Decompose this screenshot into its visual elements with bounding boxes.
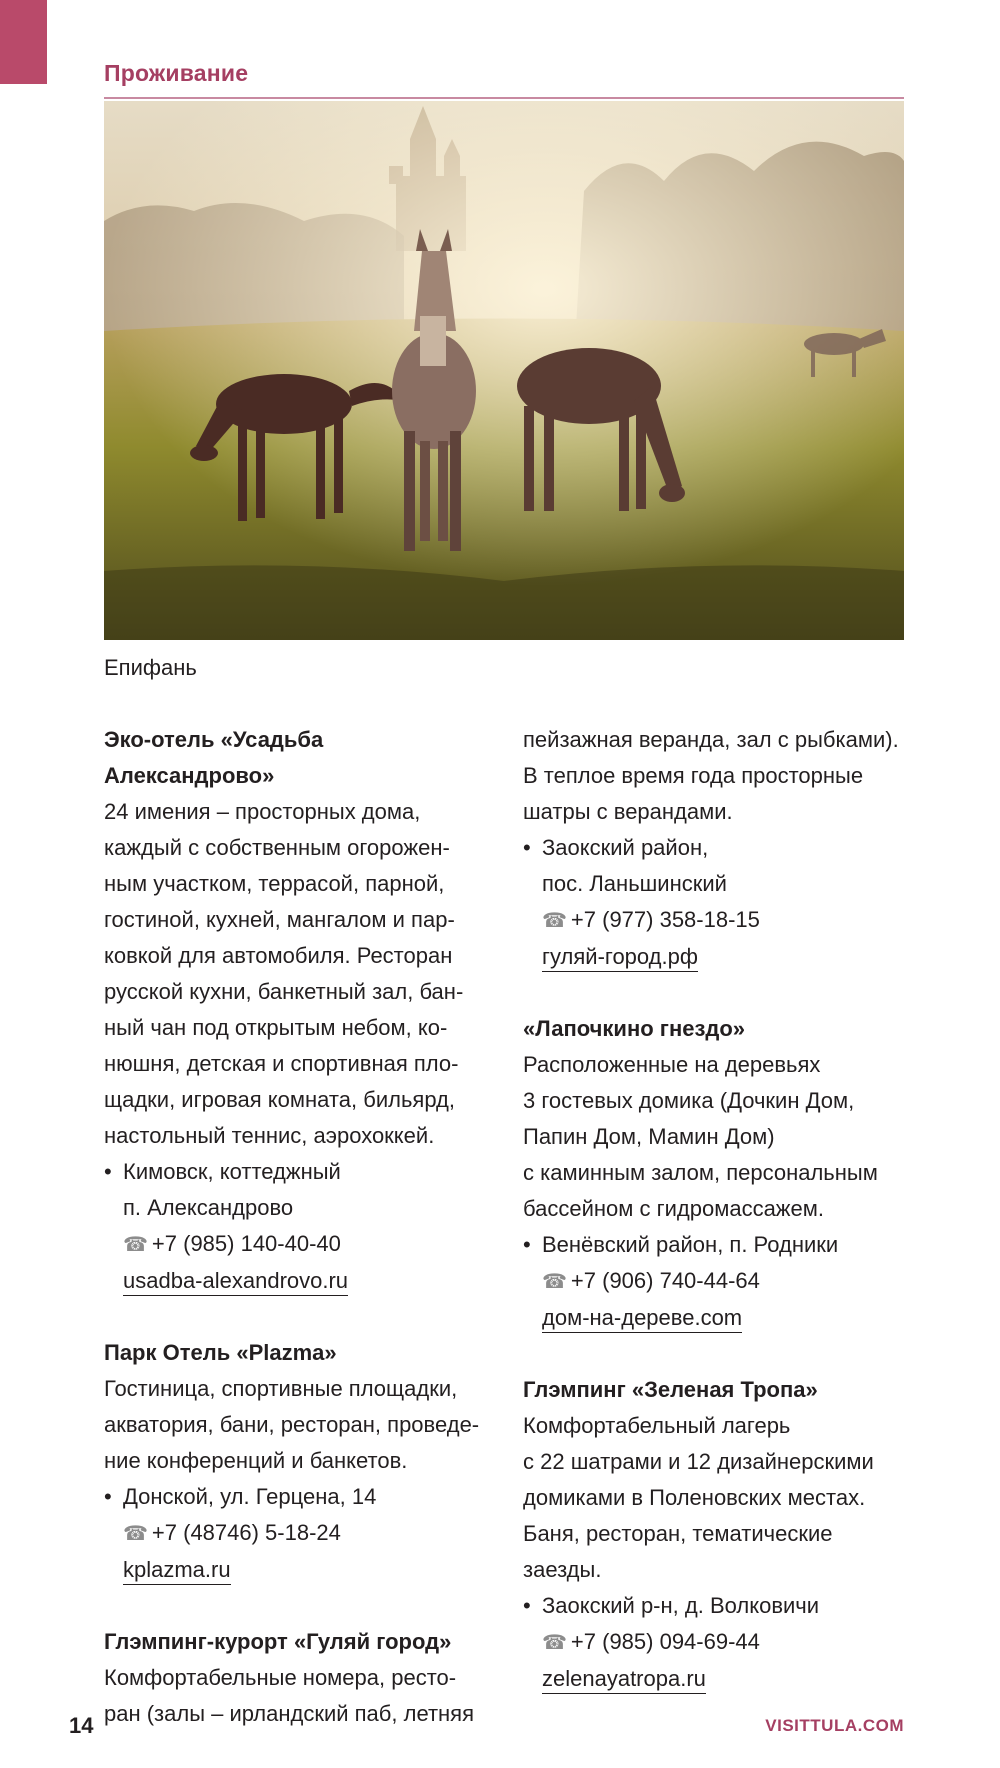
phone-number[interactable]: +7 (985) 140-40-40 — [151, 1231, 341, 1256]
address-line: Кимовск, коттеджный — [123, 1159, 341, 1184]
description-line: ние конференций и банкетов. — [104, 1448, 408, 1473]
description-line: щадки, игровая комната, бильярд, — [104, 1087, 456, 1112]
listing-title: Эко-отель «Усадьба Александрово» — [104, 727, 324, 788]
description-line: гостиной, кухней, мангалом и пар- — [104, 907, 455, 932]
phone-icon: ☎ — [542, 1271, 567, 1293]
phone-row — [523, 1624, 915, 1661]
phone-row — [523, 902, 915, 939]
phone-row — [104, 1226, 496, 1263]
description-line: ный чан под открытым небом, ко- — [104, 1015, 448, 1040]
description-line: ным участком, террасой, парной, — [104, 871, 445, 896]
phone-icon: ☎ — [123, 1523, 148, 1545]
address — [523, 830, 915, 866]
listing-park-hotel-plazma — [104, 1335, 496, 1588]
phone-number[interactable]: +7 (906) 740-44-64 — [570, 1268, 760, 1293]
phone-icon: ☎ — [123, 1234, 148, 1256]
description-line: домиками в Поленовских местах. — [523, 1485, 866, 1510]
description-line: 24 имения – просторных дома, — [104, 799, 421, 824]
description-line: ковкой для автомобиля. Ресторан — [104, 943, 453, 968]
description-line: Расположенные на деревьях — [523, 1052, 821, 1077]
description-line: настольный теннис, аэрохоккей. — [104, 1123, 435, 1148]
website-row — [104, 1552, 496, 1588]
listing-title: Глэмпинг-курорт «Гуляй город» — [104, 1629, 452, 1654]
address — [104, 1154, 496, 1190]
website-row — [104, 1263, 496, 1299]
description-line: Баня, ресторан, тематические — [523, 1521, 833, 1546]
page-number: 14 — [69, 1713, 94, 1738]
listing-lapochkino-gnezdo — [523, 1011, 915, 1336]
description-line: 3 гостевых домика (Дочкин Дом, — [523, 1088, 855, 1113]
description-line: бассейном с гидромассажем. — [523, 1196, 824, 1221]
listing-title: Глэмпинг «Зеленая Тропа» — [523, 1377, 818, 1402]
description-line: Гостиница, спортивные площадки, — [104, 1376, 458, 1401]
phone-number[interactable]: +7 (985) 094-69-44 — [570, 1629, 760, 1654]
description-line: русской кухни, банкетный зал, бан- — [104, 979, 464, 1004]
description-line: акватория, бани, ресторан, проведе- — [104, 1412, 480, 1437]
description-line: нюшня, детская и спортивная пло- — [104, 1051, 459, 1076]
website-link[interactable]: zelenayatropa.ru — [542, 1665, 706, 1694]
description-line: Комфортабельные номера, ресто- — [104, 1665, 457, 1690]
title-rule — [104, 97, 904, 99]
photo-epifan — [104, 101, 904, 640]
phone-row — [104, 1515, 496, 1552]
website-row — [523, 1300, 915, 1336]
bullet-icon: • — [104, 1159, 112, 1184]
description-line: В теплое время года просторные — [523, 763, 864, 788]
phone-number[interactable]: +7 (977) 358-18-15 — [570, 907, 760, 932]
address-line: Заокский район, — [542, 835, 709, 860]
address-line: Донской, ул. Герцена, 14 — [123, 1484, 377, 1509]
description-line: с 22 шатрами и 12 дизайнерскими — [523, 1449, 874, 1474]
description-line: каждый с собственным огорожен- — [104, 835, 450, 860]
bullet-icon: • — [523, 1232, 531, 1257]
address-line: пос. Ланьшинский — [542, 871, 727, 896]
bullet-icon: • — [523, 835, 531, 860]
address — [523, 1588, 915, 1624]
website-link[interactable]: дом-на-дереве.com — [542, 1304, 742, 1333]
listing-usadba-alexandrovo — [104, 722, 496, 1299]
website-link[interactable]: usadba-alexandrovo.ru — [123, 1267, 348, 1296]
address-line: п. Александрово — [123, 1195, 294, 1220]
website-link[interactable]: гуляй-город.рф — [542, 943, 698, 972]
description-line: с каминным залом, персональным — [523, 1160, 878, 1185]
bullet-icon: • — [104, 1484, 112, 1509]
description-line: ран (залы – ирландский паб, летняя — [104, 1701, 475, 1726]
listing-gulyai-gorod — [104, 1624, 496, 1732]
photo-caption: Епифань — [104, 655, 197, 680]
address — [104, 1479, 496, 1515]
description-line: Папин Дом, Мамин Дом) — [523, 1124, 775, 1149]
right-column — [523, 722, 915, 1733]
phone-row — [523, 1263, 915, 1300]
section-title: Проживание — [104, 60, 249, 86]
phone-number[interactable]: +7 (48746) 5-18-24 — [151, 1520, 341, 1545]
left-column — [104, 722, 496, 1768]
listing-zelenaya-tropa — [523, 1372, 915, 1697]
horses-in-mist-illustration — [104, 101, 904, 640]
description-line: пейзажная веранда, зал с рыбками). — [523, 727, 899, 752]
address — [523, 1227, 915, 1263]
description-line: заезды. — [523, 1557, 602, 1582]
description-line: Комфортабельный лагерь — [523, 1413, 791, 1438]
website-row — [523, 1661, 915, 1697]
bullet-icon: • — [523, 1593, 531, 1618]
website-row — [523, 939, 915, 975]
listing-title: «Лапочкино гнездо» — [523, 1016, 746, 1041]
address-line: Венёвский район, п. Родники — [542, 1232, 839, 1257]
address-line: Заокский р-н, д. Волковичи — [542, 1593, 820, 1618]
phone-icon: ☎ — [542, 910, 567, 932]
listing-gulyai-gorod-continued — [523, 722, 915, 975]
description-line: шатры с верандами. — [523, 799, 733, 824]
listing-title: Парк Отель «Plazma» — [104, 1340, 337, 1365]
section-tab-marker — [0, 0, 47, 84]
site-link[interactable]: VISITTULA.COM — [765, 1716, 904, 1735]
phone-icon: ☎ — [542, 1632, 567, 1654]
website-link[interactable]: kplazma.ru — [123, 1556, 231, 1585]
